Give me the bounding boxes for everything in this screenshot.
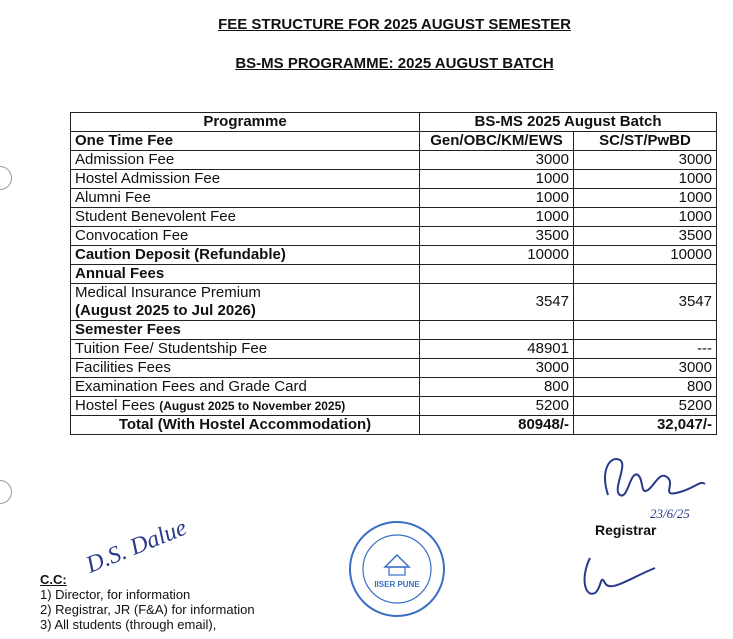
cc-item: 3) All students (through email),	[40, 617, 217, 632]
table-row	[71, 397, 717, 416]
table-row	[71, 246, 717, 265]
gen-value: 1000	[420, 208, 574, 227]
total-label: Total (With Hostel Accommodation)	[71, 416, 420, 435]
table-row	[71, 340, 717, 359]
binder-hole	[0, 166, 12, 190]
empty-cell	[574, 321, 717, 340]
col-sc: SC/ST/PwBD	[574, 132, 717, 151]
row-label: Examination Fees and Grade Card	[71, 378, 420, 397]
total-row	[71, 416, 717, 435]
cc-label: C.C:	[40, 572, 67, 587]
table-row	[71, 227, 717, 246]
row-label: Hostel Admission Fee	[71, 170, 420, 189]
table-row	[71, 170, 717, 189]
table-row	[71, 321, 717, 340]
sc-value: 10000	[574, 246, 717, 265]
empty-cell	[574, 265, 717, 284]
deputy-signature-text: D.S. Dalue	[82, 514, 191, 579]
cc-item: 2) Registrar, JR (F&A) for information	[40, 602, 255, 617]
page-subtitle: BS-MS PROGRAMME: 2025 AUGUST BATCH	[235, 55, 554, 72]
sc-value: 1000	[574, 208, 717, 227]
table-row	[71, 284, 717, 321]
signature-date: 23/6/25	[650, 506, 690, 521]
sc-value: 1000	[574, 170, 717, 189]
row-label: Admission Fee	[71, 151, 420, 170]
col-programme: Programme	[71, 113, 420, 132]
seal-text: IISER PUNE	[374, 580, 420, 589]
medical-period: (August 2025 to Jul 2026)	[75, 302, 256, 319]
table-row	[71, 189, 717, 208]
table-row	[71, 132, 717, 151]
fee-table	[70, 112, 717, 435]
table-row	[71, 265, 717, 284]
sc-value: 800	[574, 378, 717, 397]
binder-hole	[0, 480, 12, 504]
table-row	[71, 151, 717, 170]
gen-value: 3547	[420, 284, 574, 321]
gen-value: 1000	[420, 170, 574, 189]
sc-value: 3000	[574, 151, 717, 170]
sc-value: 3500	[574, 227, 717, 246]
row-label: Facilities Fees	[71, 359, 420, 378]
row-label	[71, 284, 420, 321]
cc-section	[40, 572, 255, 632]
row-label	[71, 397, 420, 416]
row-label: Alumni Fee	[71, 189, 420, 208]
sc-value: 3000	[574, 359, 717, 378]
sc-value: ---	[574, 340, 717, 359]
table-row	[71, 378, 717, 397]
col-batch: BS-MS 2025 August Batch	[420, 113, 717, 132]
gen-value: 3000	[420, 359, 574, 378]
hostel-period: (August 2025 to November 2025)	[159, 399, 346, 413]
gen-value: 48901	[420, 340, 574, 359]
semester-heading: Semester Fees	[71, 321, 420, 340]
gen-total: 80948/-	[420, 416, 574, 435]
row-label: Tuition Fee/ Studentship Fee	[71, 340, 420, 359]
cc-item: 1) Director, for information	[40, 587, 191, 602]
table-row	[71, 208, 717, 227]
gen-value: 5200	[420, 397, 574, 416]
initials-signature	[570, 548, 660, 603]
gen-value: 3500	[420, 227, 574, 246]
gen-value: 3000	[420, 151, 574, 170]
row-label: Student Benevolent Fee	[71, 208, 420, 227]
gen-value: 1000	[420, 189, 574, 208]
row-label: Convocation Fee	[71, 227, 420, 246]
hostel-label: Hostel Fees	[75, 397, 156, 414]
medical-label: Medical Insurance Premium	[75, 284, 261, 301]
gen-value: 800	[420, 378, 574, 397]
sc-value: 5200	[574, 397, 717, 416]
annual-heading: Annual Fees	[71, 265, 420, 284]
page-title: FEE STRUCTURE FOR 2025 AUGUST SEMESTER	[218, 16, 571, 33]
row-label: Caution Deposit (Refundable)	[71, 246, 420, 265]
table-header-row	[71, 113, 717, 132]
sc-value: 3547	[574, 284, 717, 321]
sc-value: 1000	[574, 189, 717, 208]
registrar-signature	[590, 450, 720, 525]
empty-cell	[420, 265, 574, 284]
col-gen: Gen/OBC/KM/EWS	[420, 132, 574, 151]
gen-value: 10000	[420, 246, 574, 265]
registrar-label: Registrar	[595, 522, 657, 538]
sc-total: 32,047/-	[574, 416, 717, 435]
table-row	[71, 359, 717, 378]
empty-cell	[420, 321, 574, 340]
institute-seal	[347, 519, 447, 619]
one-time-heading: One Time Fee	[71, 132, 420, 151]
